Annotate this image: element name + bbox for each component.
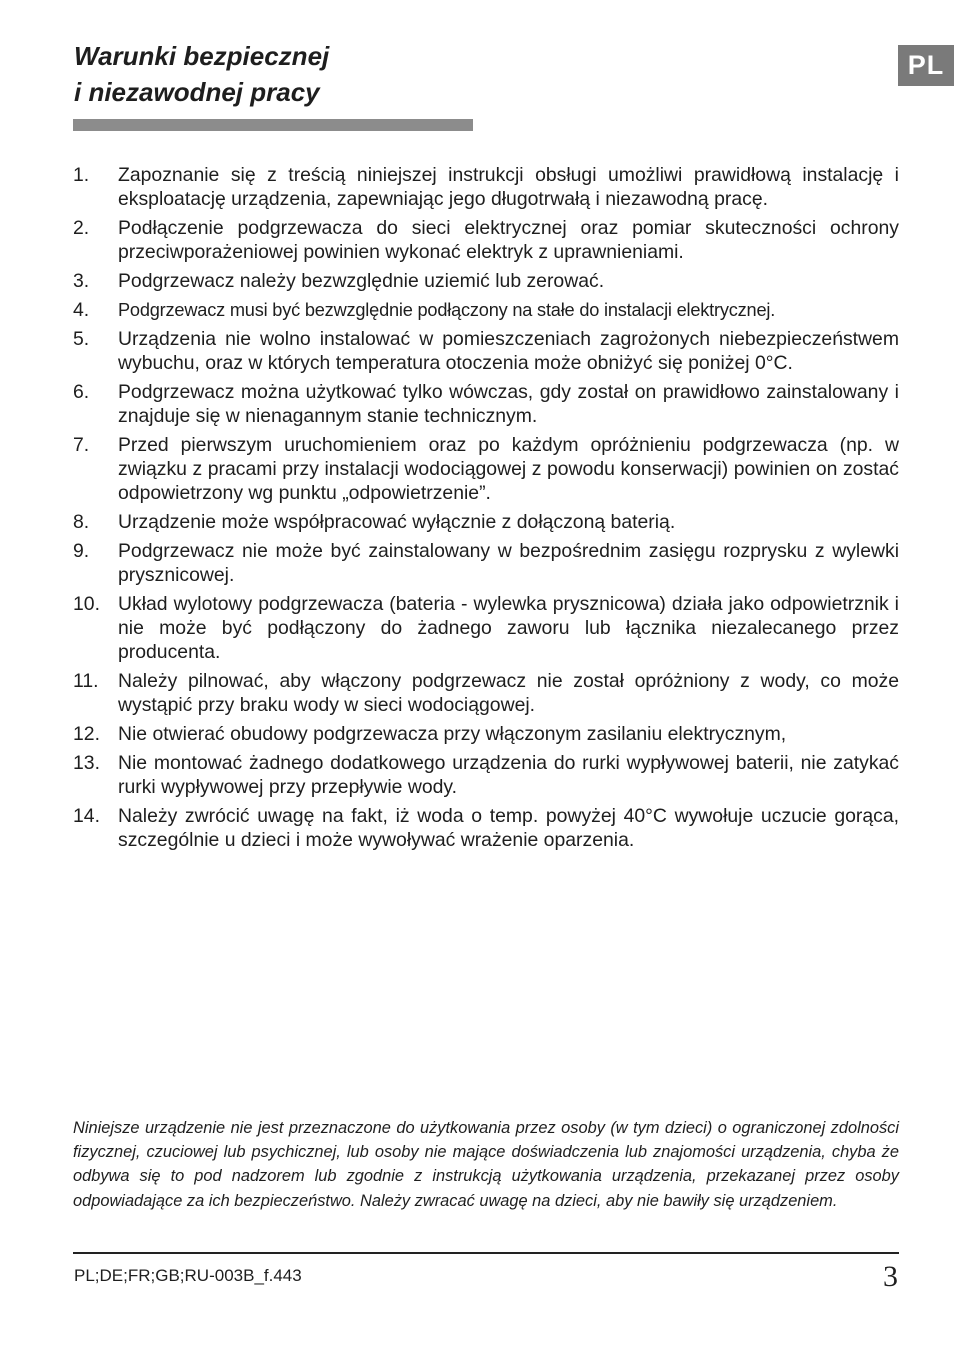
list-item-text: Podgrzewacz można użytkować tylko wówczas, gdy został on prawidłowo zainstalowany i znajduje się w nienagannym stanie technicznym. (118, 381, 899, 427)
list-item (73, 216, 899, 264)
list-item (73, 163, 899, 211)
list-item-number: 11. (73, 670, 99, 692)
list-item-text: Urządzenie może współpracować wyłącznie z dołączoną baterią. (118, 511, 676, 533)
list-item-number: 1. (73, 164, 90, 186)
list-item (73, 380, 899, 428)
list-item-number: 7. (73, 434, 90, 456)
list-item (73, 592, 899, 664)
list-item (73, 298, 899, 322)
safety-notice: Niniejsze urządzenie nie jest przeznaczone do użytkowania przez osoby (w tym dzieci) o ograniczonej zdolności fizycznej, czuciowej lub psychicznej, lub osoby nie mające doświadczenia lub znajomości urządzenia, chyba że odbywa się to pod nadzorem lub zgodnie z instrukcją użytkowania urządzenia, przekazanej przez osoby odpowiadające za ich bezpieczeństwo. Należy zwracać uwagę na dzieci, aby nie bawiły się urządzeniem. (73, 1119, 899, 1210)
list-item (73, 804, 899, 852)
list-item (73, 269, 899, 293)
list-item-number: 12. (73, 723, 100, 745)
footer-divider (73, 1252, 899, 1254)
list-item (73, 539, 899, 587)
page-number: 3 (883, 1260, 898, 1293)
list-item-text: Podgrzewacz nie może być zainstalowany w bezpośrednim zasięgu rozprysku z wylewki prysznicowej. (118, 540, 899, 586)
list-item-text: Należy zwrócić uwagę na fakt, iż woda o temp. powyżej 40°C wywołuje uczucie gorąca, szczególnie u dzieci i może wywoływać wrażenie oparzenia. (118, 805, 899, 851)
list-item-number: 2. (73, 217, 90, 239)
list-item-text: Podgrzewacz musi być bezwzględnie podłączony na stałe do instalacji elektrycznej. (118, 300, 776, 320)
list-item (73, 327, 899, 375)
list-item-text: Zapoznanie się z treścią niniejszej instrukcji obsługi umożliwi prawidłową instalację i eksploatację urządzenia, zapewniając jego długotrwałą i niezawodną pracę. (118, 164, 899, 210)
list-item (73, 722, 899, 746)
list-item-text: Przed pierwszym uruchomieniem oraz po każdym opróżnieniu podgrzewacza (np. w związku z pracami przy instalacji wodociągowej z powodu konserwacji) powinien on zostać odpowietrzony wg punktu „odpowietrzenie”. (118, 434, 899, 504)
list-item (73, 433, 899, 505)
list-item-number: 9. (73, 540, 90, 562)
list-item-number: 4. (73, 299, 90, 321)
list-item-number: 6. (73, 381, 90, 403)
list-item-number: 8. (73, 511, 90, 533)
list-item-number: 3. (73, 270, 90, 292)
title-underline-bar (73, 119, 473, 131)
list-item (73, 510, 899, 534)
list-item-text: Urządzenia nie wolno instalować w pomieszczeniach zagrożonych niebezpieczeństwem wybuchu, oraz w których temperatura otoczenia może obniżyć się poniżej 0°C. (118, 328, 899, 374)
page-title-line-1: Warunki bezpiecznej (74, 41, 330, 71)
list-item-text: Należy pilnować, aby włączony podgrzewacz nie został opróżniony z wody, co może wystąpić przy braku wody w sieci wodociągowej. (118, 670, 899, 716)
list-item (73, 751, 899, 799)
list-item-number: 13. (73, 752, 100, 774)
document-code: PL;DE;FR;GB;RU-003B_f.443 (74, 1266, 302, 1285)
page-title-line-2: i niezawodnej pracy (74, 77, 320, 107)
list-item (73, 669, 899, 717)
language-badge: PL (898, 45, 954, 86)
list-item-number: 5. (73, 328, 90, 350)
list-item-text: Układ wylotowy podgrzewacza (bateria - wylewka prysznicowa) działa jako odpowietrznik i nie może być podłączony do żadnego zaworu lub łącznika niezalecanego przez producenta. (118, 593, 899, 663)
page-title (74, 38, 329, 110)
list-item-text: Nie montować żadnego dodatkowego urządzenia do rurki wypływowej baterii, nie zatykać rurki wypływowej przy przepływie wody. (118, 752, 899, 798)
list-item-number: 10. (73, 593, 100, 615)
list-item-text: Nie otwierać obudowy podgrzewacza przy włączonym zasilaniu elektrycznym, (118, 723, 787, 745)
list-item-number: 14. (73, 805, 100, 827)
safety-instructions-list (73, 163, 899, 857)
list-item-text: Podgrzewacz należy bezwzględnie uziemić lub zerować. (118, 270, 605, 292)
list-item-text: Podłączenie podgrzewacza do sieci elektrycznej oraz pomiar skuteczności ochrony przeciwporażeniowej powinien wykonać elektryk z uprawnieniami. (118, 217, 899, 263)
